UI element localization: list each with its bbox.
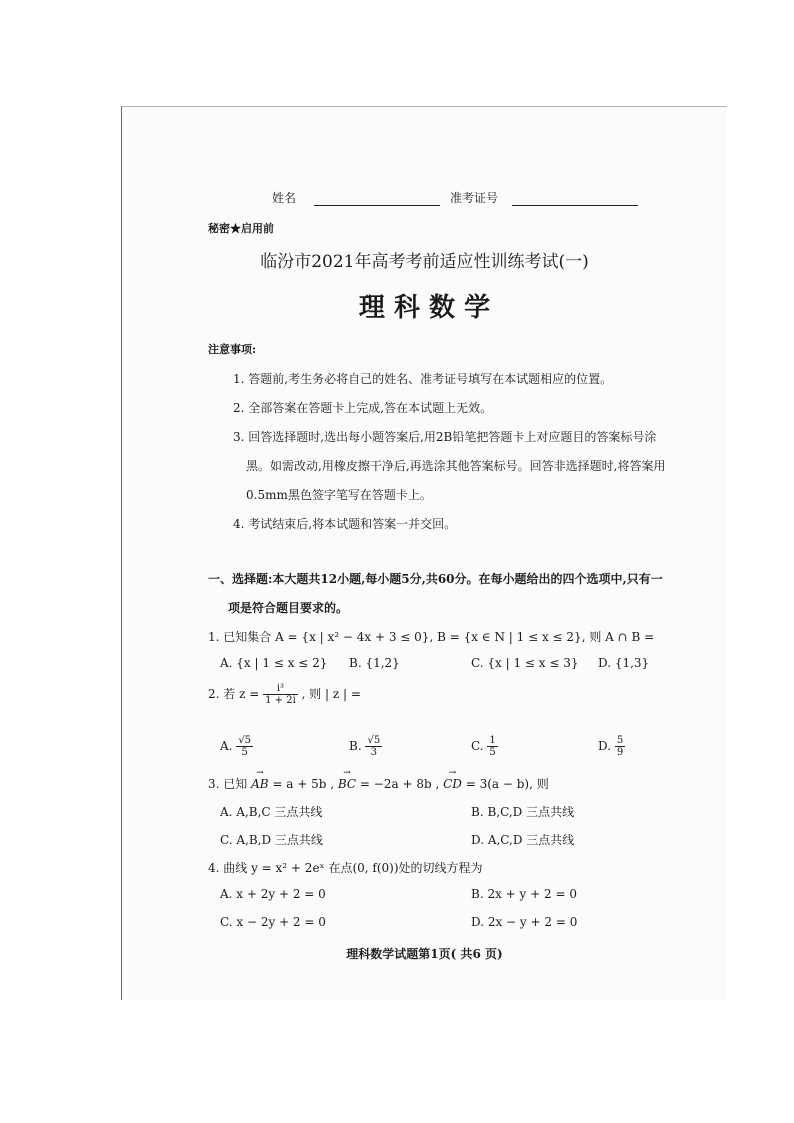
- q1-stem: 1. 已知集合 A = {x | x² − 4x + 3 ≤ 0}, B = {x ∈ N | 1 ≤ x ≤ 2}, 则 A ∩ B =: [208, 630, 655, 644]
- notice-item-1: 1. 答题前,考生务必将自己的姓名、准考证号填写在本试题相应的位置。: [233, 372, 613, 386]
- q1-option-b: B. {1,2}: [349, 656, 400, 670]
- q2-option-b: [349, 735, 382, 758]
- name-field: [272, 189, 440, 206]
- q2-a-den: 5: [241, 747, 248, 758]
- id-field: [450, 189, 638, 206]
- section1-line1: 一、选择题:本大题共12小题,每小题5分,共60分。在每小题给出的四个选项中,只有一: [208, 572, 663, 586]
- q4-option-d: D. 2x − y + 2 = 0: [471, 915, 578, 929]
- q2-a-num: √5: [238, 735, 252, 746]
- q2-d-num: 5: [616, 735, 624, 746]
- notice-item-3-cont-2: 0.5mm黑色签字笔写在答题卡上。: [246, 488, 432, 502]
- q1-option-d: D. {1,3}: [598, 656, 650, 670]
- q2-b-den: 3: [370, 747, 378, 758]
- secret-label: 秘密★启用前: [208, 222, 274, 235]
- notice-item-3-cont-1: 黑。如需改动,用橡皮擦干净后,再选涂其他答案标号。回答非选择题时,将答案用: [246, 459, 666, 473]
- q1-option-c: C. {x | 1 ≤ x ≤ 3}: [471, 656, 579, 670]
- id-label: 准考证号: [450, 191, 499, 205]
- subject-title: 理 科 数 学: [358, 293, 491, 323]
- q4-option-b: B. 2x + y + 2 = 0: [471, 887, 577, 901]
- page-footer: 理科数学试题第1页( 共6 页): [346, 947, 503, 961]
- q2-b-label: B.: [349, 739, 362, 753]
- q2-option-c: [471, 735, 498, 758]
- name-blank: [314, 193, 440, 206]
- q2-a-fraction: [236, 735, 253, 758]
- notice-heading: 注意事项:: [208, 343, 257, 356]
- q2-d-label: D.: [598, 739, 612, 753]
- q3-prefix: 3. 已知: [208, 777, 248, 791]
- q2-d-fraction: [615, 735, 625, 758]
- q2-c-den: 5: [489, 747, 496, 758]
- q3-option-b: B. B,C,D 三点共线: [471, 805, 575, 819]
- q3-option-d: D. A,C,D 三点共线: [471, 833, 575, 847]
- notice-item-3: 3. 回答选择题时,选出每小题答案后,用2B铅笔把答题卡上对应题目的答案标号涂: [233, 430, 657, 444]
- q2-c-fraction: [487, 735, 497, 758]
- section1-line2: 项是符合题目要求的。: [228, 601, 349, 615]
- q3-stem: [208, 775, 549, 792]
- q2-stem: [208, 683, 361, 706]
- q2-c-label: C.: [471, 739, 484, 753]
- vector-bc: → BC: [338, 777, 356, 791]
- q1-option-a: A. {x | 1 ≤ x ≤ 2}: [220, 656, 328, 670]
- vector-cd: → CD: [443, 777, 462, 791]
- q4-option-a: A. x + 2y + 2 = 0: [220, 887, 326, 901]
- id-blank: [512, 193, 638, 206]
- q2-b-num: √5: [367, 735, 381, 746]
- exam-sheet: [121, 106, 727, 1000]
- q3-bc-rhs: = −2a + 8b ,: [356, 777, 440, 791]
- q3-cd-rhs: = 3(a − b), 则: [461, 777, 549, 791]
- q3-option-c: C. A,B,D 三点共线: [220, 833, 323, 847]
- q4-option-c: C. x − 2y + 2 = 0: [220, 915, 326, 929]
- q2-d-den: 9: [616, 747, 624, 758]
- q2-denominator: 1 + 2i: [265, 695, 296, 706]
- q2-fraction: [263, 683, 298, 706]
- q2-option-d: [598, 735, 625, 758]
- q2-suffix: , 则 | z | =: [301, 687, 361, 701]
- q4-stem: 4. 曲线 y = x² + 2eˣ 在点(0, f(0))处的切线方程为: [208, 861, 483, 875]
- q3-ab-rhs: = a + 5b ,: [268, 777, 335, 791]
- q2-prefix: 2. 若 z =: [208, 687, 260, 701]
- q2-b-fraction: [365, 735, 382, 758]
- name-label: 姓名: [272, 191, 297, 205]
- q2-option-a: [220, 735, 253, 758]
- notice-item-4: 4. 考试结束后,将本试题和答案一并交回。: [233, 517, 457, 531]
- exam-title: 临汾市2021年高考考前适应性训练考试(一): [260, 252, 589, 272]
- q3-option-a: A. A,B,C 三点共线: [220, 805, 323, 819]
- vector-ab: → AB: [251, 777, 268, 791]
- q2-numerator: i³: [263, 683, 298, 695]
- q2-a-label: A.: [220, 739, 233, 753]
- notice-item-2: 2. 全部答案在答题卡上完成,答在本试题上无效。: [233, 401, 493, 415]
- q2-c-num: 1: [489, 735, 496, 746]
